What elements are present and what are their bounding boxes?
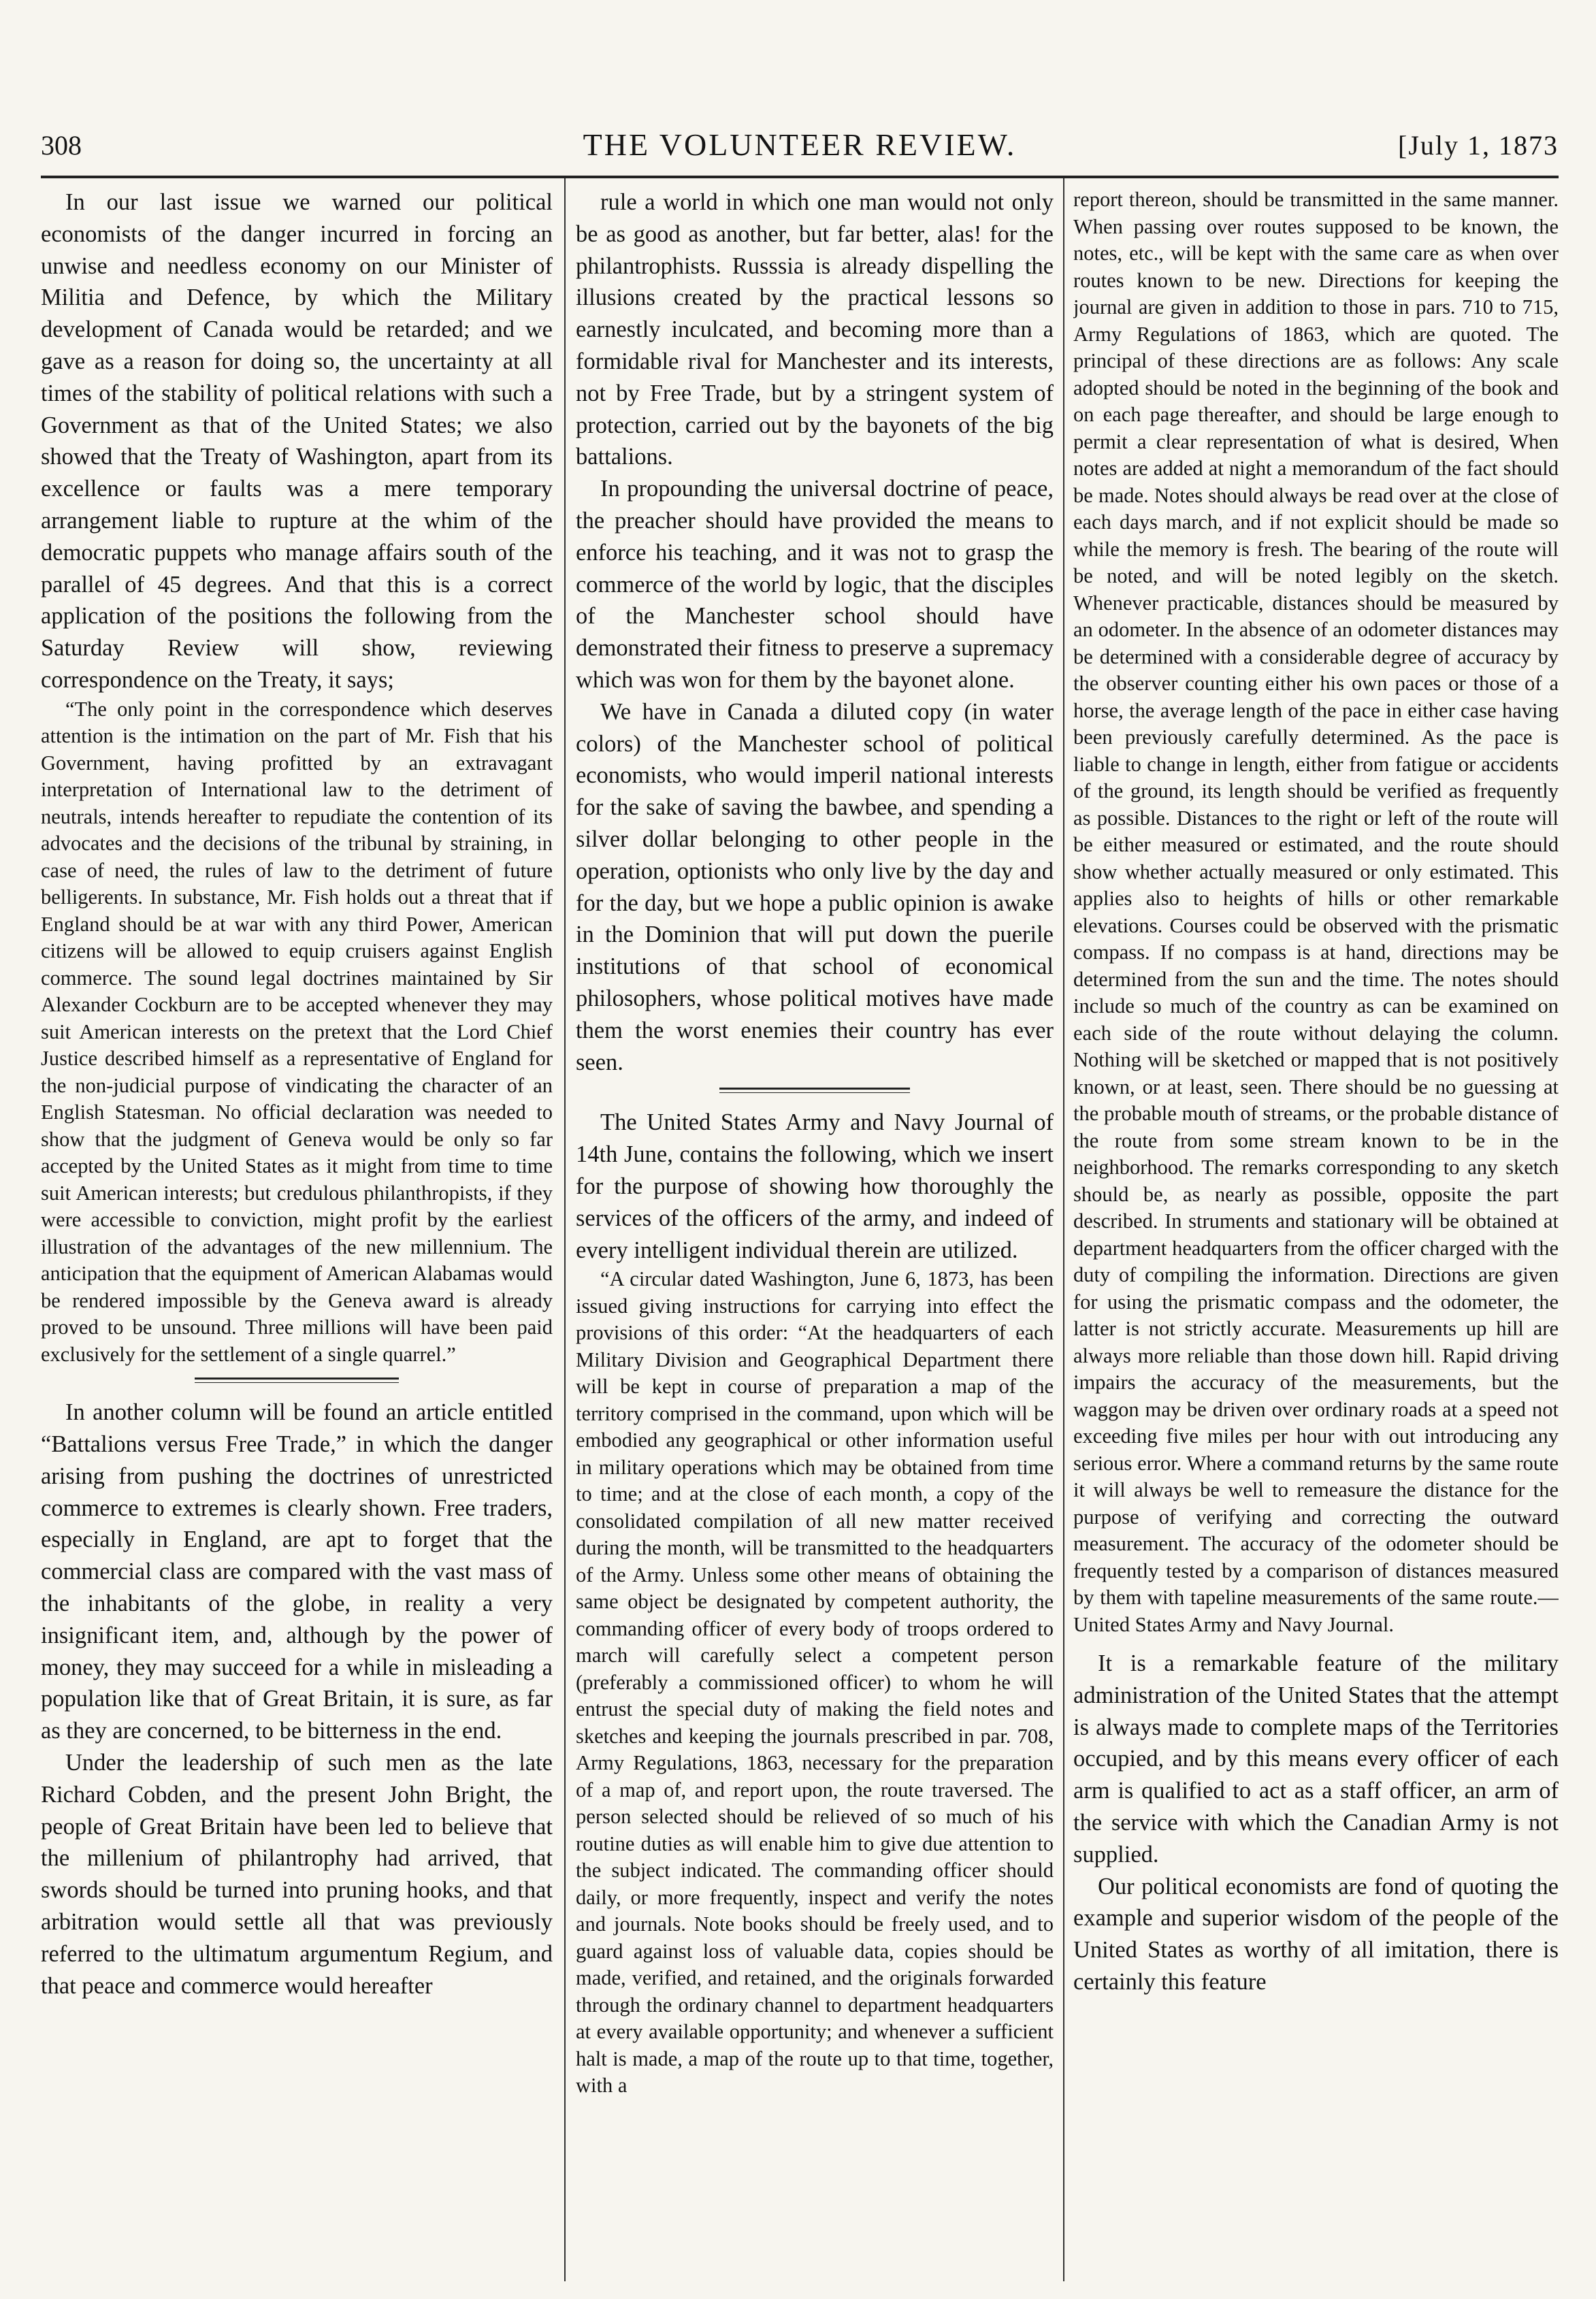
- quoted-circular-continued: report thereon, should be transmitted in the same manner. When passing over routes supposed to be known, the notes, etc., will be kept with the same care as when over routes known to be new. Directions for keeping the journal are given in addition to those in pars. 710 to 715, Army Regulations of 1863, which are quoted. The principal of these directions are as follows: Any scale adopted should be noted in the beginning of the book and on each page thereafter, and should be large enough to permit a clear representation of what is desired, When notes are added at night a memorandum of the fact should be made. Notes should always be read over at the close of each days march, and if not explicit should be made so while the memory is fresh. The bearing of the route will be noted, and will be noted legibly on the sketch. Whenever practicable, distances should be measured by an odometer. In the absence of an odometer distances may be determined with a considerable degree of accuracy by the observer counting either his own paces or those of a horse, the average length of the pace in either case having been previously carefully determined. As the pace is liable to change in length, either from fatigue or accidents of the ground, its length should be verified as frequently as possible. Distances to the right or left of the route will be either measured or estimated, and the route should show whether actually measured or only estimated. This applies also to heights of hills or other remarkable elevations. Courses could be observed with the prismatic compass. If no compass is at hand, directions may be determined from the sun and the time. The notes should include so much of the country as can be examined on each side of the route without delaying the column. Nothing will be sketched or mapped that is not positively known, or at least, seen. There should be no guessing at the probable mouth of streams, or the probable distance of the route from some stream known to be in the neighborhood. The remarks corresponding to any sketch should be, as nearly as possible, opposite the part described. In struments and stationary will be obtained at department headquarters from the officer charged with the duty of compiling the information. Directions are given for using the prismatic compass and the odometer, the latter is not strictly accurate. Measurements up hill are always more reliable than those down hill. Rapid driving impairs the accuracy of the measurements, but the waggon may be driven over ordinary roads at a speed not exceeding five miles per hour with out introducing any serious error. Where a command returns by the same route it will always be well to remeasure the distance for the purpose of verifying and correcting the outward measurement. The accuracy of the odometer should be frequently tested by a comparison of distances measured by them with tapeline measurements of the same route.—United States Army and Navy Journal.: [1073, 188, 1559, 1636]
- issue-date: [July 1, 1873: [1398, 130, 1559, 161]
- quoted-circular: “A circular dated Washington, June 6, 1873, has been issued giving instructions for carrying into effect the provisions of this order: “At the headquarters of each Military Division and Geographical Department there will be kept in course of preparation a map of the territory comprised in the command, upon which will be embodied any geographical or other information useful in military operations which may be obtained from time to time; and at the close of each month, a copy of the consolidated compilation of all new matter received during the month, will be transmitted to the headquarters of the Army. Unless some other means of obtaining the same object be designated by competent authority, the commanding officer of every body of troops ordered to march will carefully select a competent person (preferably a commissioned officer) to whom he will entrust the special duty of making the field notes and sketches and keeping the journals prescribed in par. 708, Army Regulations, 1863, necessary for the preparation of a map of, and report upon, the route traversed. The person selected should be relieved of so much of his routine duties as will enable him to give due attention to the subject indicated. The commanding officer should daily, or more frequently, inspect and verify the notes and journals. Note books should be freely used, and to guard against loss of valuable data, copies should be made, verified, and retained, and the originals forwarded through the ordinary channel to department headquarters at every available opportunity; and whenever a sufficient halt is made, a map of the route up to that time, together, with a: [576, 1267, 1054, 2098]
- quoted-passage: “The only point in the correspondence which deserves attention is the intimation on the part of Mr. Fish that his Government, having profitted by an extravagant interpretation of International law to the detriment of neutrals, intends hereafter to repudiate the contention of its advocates and the decisions of the tribunal by straining, in case of need, the rules of law to the detriment of future belligerents. In substance, Mr. Fish holds out a threat that if England should be at war with any third Power, American citizens will be allowed to equip cruisers against English commerce. The sound legal doctrines maintained by Sir Alexander Cockburn are to be accepted whenever they may suit American interests on the pretext that the Lord Chief Justice described himself as a representative of England for the non-judicial purpose of vindicating the character of an English Statesman. No official declaration was needed to show that the judgment of Geneva would be only so far accepted by the United States as it might from time to time suit American interests; but credulous philanthropists, if they were accessible to conviction, might profit by the earliest illustration of the advantages of the new millennium. The anticipation that the equipment of American Alabamas would be rendered impossible by the Geneva award is already proved to be unsound. Three millions will have been paid exclusively for the settlement of a single quarrel.”: [41, 697, 553, 1366]
- column-rule: [564, 178, 566, 2281]
- article-paragraph: We have in Canada a diluted copy (in water colors) of the Manchester school of political economists, who would imperil national interests for the sake of saving the bawbee, and spending a silver dollar belonging to other people in the operation, optionists who only live by the day and for the day, but we hope a public opinion is awake in the Dominion that will put down the puerile institutions of that school of economical philosophers, whose political motives have made them the worst enemies their country has ever seen.: [576, 698, 1054, 1075]
- article-paragraph: In propounding the universal doctrine of peace, the preacher should have provided the means to enforce his teaching, and it was not to grasp the commerce of the world by logic, that the disciples of the Manchester school should have demonstrated their fitness to preserve a supremacy which was won for them by the bayonet alone.: [576, 476, 1054, 693]
- column-3: [1073, 186, 1559, 2276]
- article-paragraph: The United States Army and Navy Journal of 14th June, contains the following, which we insert for the purpose of showing how thoroughly the services of the officers of the army, and indeed of every intelligent individual therein are utilized.: [576, 1109, 1054, 1263]
- header-rule: [41, 176, 1559, 178]
- article-separator: [576, 1085, 1054, 1098]
- article-paragraph: Under the leadership of such men as the late Richard Cobden, and the present John Bright, the people of Great Britain have been led to believe that the millenium of philantrophy had arrived, that swords should be turned into pruning hooks, and that arbitration would settle all that was previously referred to the ultimatum argumentum Regium, and that peace and commerce would hereafter: [41, 1750, 553, 1999]
- publication-title: THE VOLUNTEER REVIEW.: [583, 127, 1017, 162]
- article-paragraph: In another column will be found an article entitled “Battalions versus Free Trade,” in which the danger arising from pushing the doctrines of unrestricted commerce to extremes is clearly shown. Free traders, especially in England, are apt to forget that the commercial class are compared with the vast mass of the inhabitants of the globe, in reality a very insignificant item, and, although by the power of money, they may succeed for a while in misleading a population like that of Great Britain, it is sure, as far as they are concerned, to be bitterness in the end.: [41, 1399, 553, 1744]
- article-paragraph: Our political economists are fond of quoting the example and superior wisdom of the people of the United States as worthy of all imitation, there is certainly this feature: [1073, 1873, 1559, 1995]
- column-rule: [1063, 178, 1064, 2281]
- column-1: [41, 186, 553, 2276]
- article-separator: [41, 1375, 553, 1388]
- article-paragraph: rule a world in which one man would not only be as good as another, but far better, alas! for the philantrophists. Russsia is already dispelling the illusions created by the practical lessons so earnestly inculcated, and becoming more than a formidable rival for Manchester and its interests, not by Free Trade, but by a stringent system of protection, carried out by the bayonets of the big battalions.: [576, 189, 1054, 470]
- page-header: [41, 129, 1559, 170]
- column-2: [576, 186, 1054, 2276]
- article-paragraph: In our last issue we warned our political economists of the danger incurred in forcing an unwise and needless economy on our Minister of Militia and Defence, by which the Military development of Canada would be retarded; and we gave as a reason for doing so, the uncertainty at all times of the stability of political relations with such a Government as that of the United States; we also showed that the Treaty of Washington, apart from its excellence or faults was a mere temporary arrangement liable to rupture at the whim of the democratic puppets who manage affairs south of the parallel of 45 degrees. And that this is a correct application of the positions the following from the Saturday Review will show, reviewing correspondence on the Treaty, it says;: [41, 189, 553, 693]
- article-paragraph: It is a remarkable feature of the military administration of the United States that the attempt is always made to complete maps of the Territories occupied, and by this means every officer of each arm is qualified to act as a staff officer, an arm of the service with which the Canadian Army is not supplied.: [1073, 1650, 1559, 1868]
- page-number: 308: [41, 130, 82, 161]
